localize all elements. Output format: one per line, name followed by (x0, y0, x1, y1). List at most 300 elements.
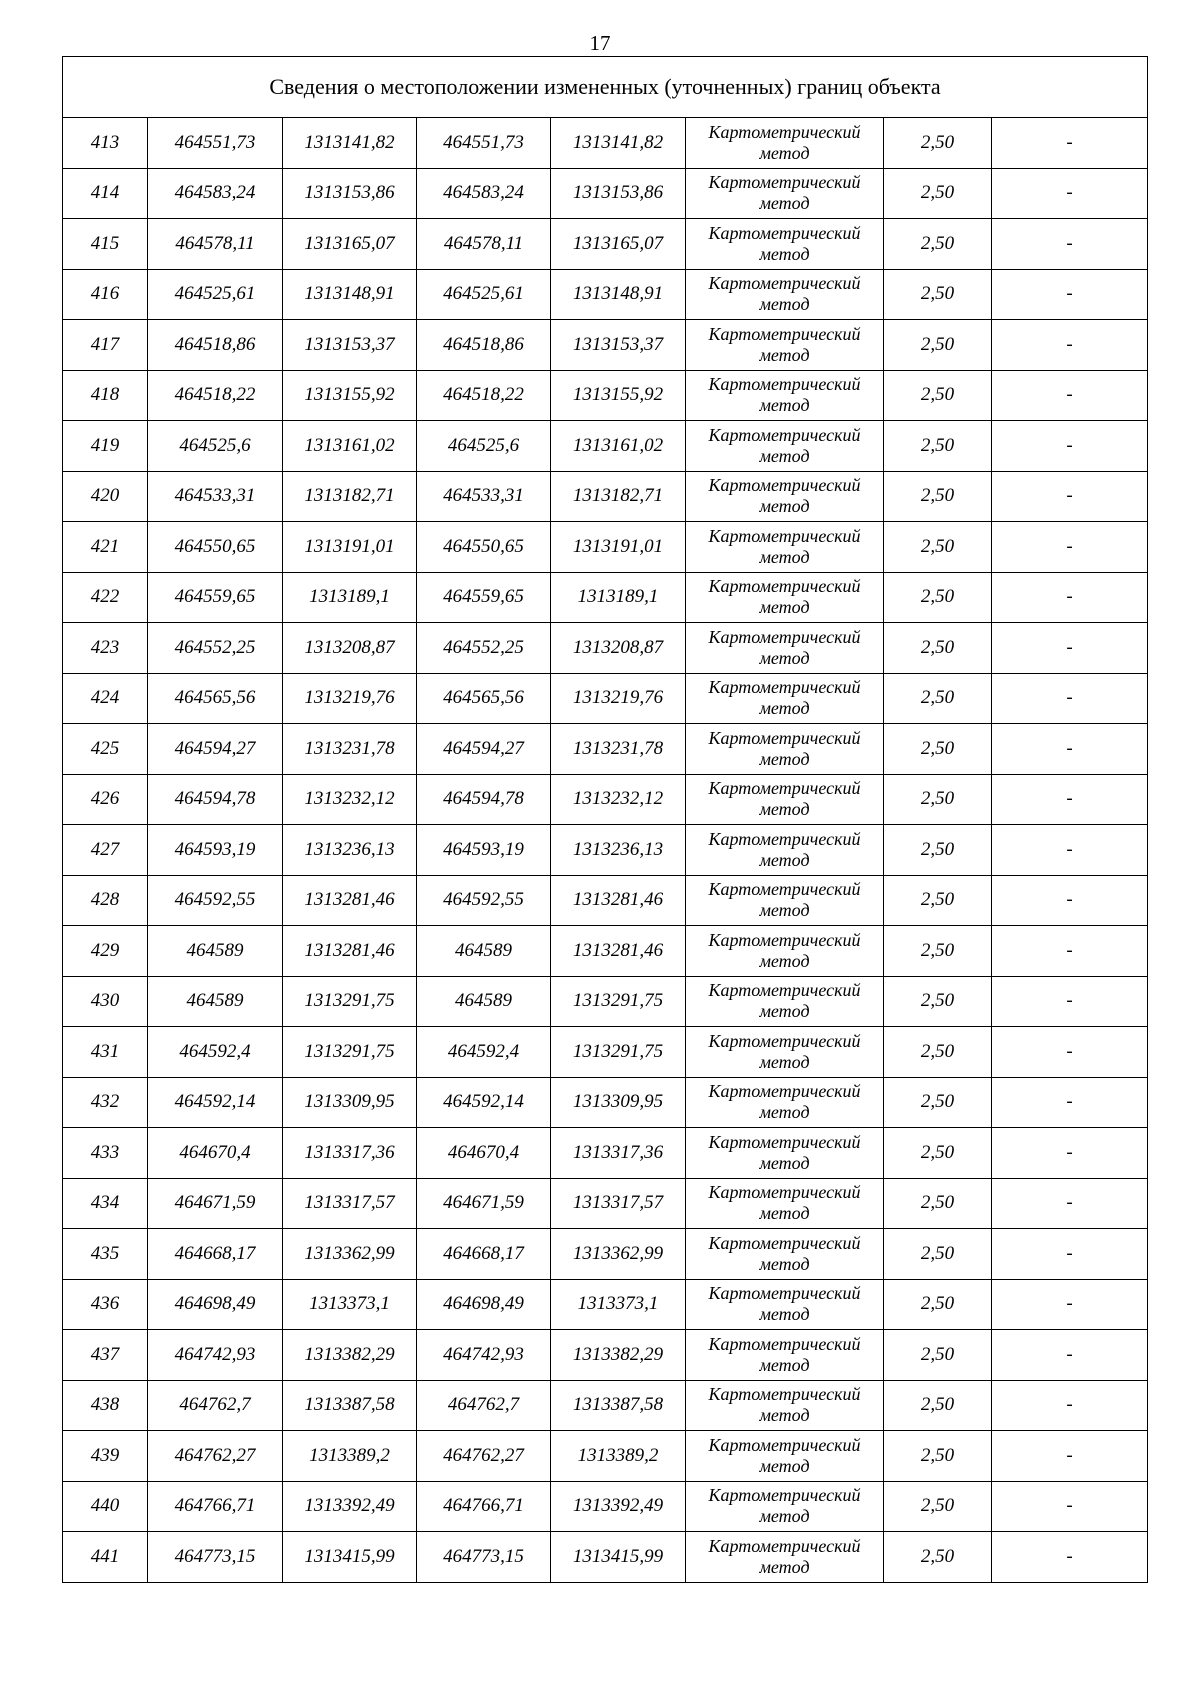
accuracy-cell: 2,50 (884, 118, 992, 169)
refined-y-cell: 1313362,99 (551, 1229, 686, 1280)
existing-y-cell: 1313141,82 (283, 118, 417, 169)
method-cell (686, 118, 884, 169)
method-line-2: метод (759, 1506, 810, 1527)
note-cell: - (992, 471, 1148, 522)
method-cell (686, 1178, 884, 1229)
existing-x-cell: 464518,22 (148, 370, 283, 421)
refined-x-cell: 464592,4 (417, 1027, 551, 1078)
method-line-1: Картометрический (708, 1030, 861, 1051)
accuracy-cell: 2,50 (884, 1128, 992, 1179)
method-line-1: Картометрический (708, 323, 861, 344)
point-number-cell: 423 (63, 623, 148, 674)
existing-y-cell: 1313373,1 (283, 1279, 417, 1330)
method-cell (686, 219, 884, 270)
note-cell: - (992, 1027, 1148, 1078)
refined-x-cell: 464551,73 (417, 118, 551, 169)
accuracy-cell: 2,50 (884, 320, 992, 371)
note-cell: - (992, 1229, 1148, 1280)
method-line-1: Картометрический (708, 1434, 861, 1455)
method-line-1: Картометрический (708, 1535, 861, 1556)
note-cell: - (992, 1178, 1148, 1229)
refined-x-cell: 464592,14 (417, 1077, 551, 1128)
existing-y-cell: 1313281,46 (283, 926, 417, 977)
note-cell: - (992, 724, 1148, 775)
method-line-2: метод (759, 395, 810, 416)
method-cell (686, 1532, 884, 1583)
refined-x-cell: 464594,78 (417, 774, 551, 825)
point-number-cell: 421 (63, 522, 148, 573)
refined-x-cell: 464583,24 (417, 168, 551, 219)
refined-x-cell: 464518,22 (417, 370, 551, 421)
note-cell: - (992, 219, 1148, 270)
refined-x-cell: 464594,27 (417, 724, 551, 775)
existing-y-cell: 1313291,75 (283, 976, 417, 1027)
method-line-1: Картометрический (708, 1131, 861, 1152)
accuracy-cell: 2,50 (884, 774, 992, 825)
note-cell: - (992, 623, 1148, 674)
refined-y-cell: 1313189,1 (551, 572, 686, 623)
existing-x-cell: 464593,19 (148, 825, 283, 876)
refined-x-cell: 464762,7 (417, 1380, 551, 1431)
note-cell: - (992, 825, 1148, 876)
accuracy-cell: 2,50 (884, 421, 992, 472)
note-cell: - (992, 774, 1148, 825)
existing-y-cell: 1313182,71 (283, 471, 417, 522)
refined-y-cell: 1313281,46 (551, 875, 686, 926)
accuracy-cell: 2,50 (884, 522, 992, 573)
method-line-2: метод (759, 849, 810, 870)
point-number-cell: 415 (63, 219, 148, 270)
refined-x-cell: 464668,17 (417, 1229, 551, 1280)
accuracy-cell: 2,50 (884, 1229, 992, 1280)
point-number-cell: 420 (63, 471, 148, 522)
existing-x-cell: 464742,93 (148, 1330, 283, 1381)
accuracy-cell: 2,50 (884, 875, 992, 926)
accuracy-cell: 2,50 (884, 825, 992, 876)
method-cell (686, 269, 884, 320)
table-row (63, 168, 1148, 219)
accuracy-cell: 2,50 (884, 673, 992, 724)
method-cell (686, 1128, 884, 1179)
table-row (63, 724, 1148, 775)
table-row (63, 471, 1148, 522)
accuracy-cell: 2,50 (884, 1027, 992, 1078)
method-line-1: Картометрический (708, 677, 861, 698)
point-number-cell: 441 (63, 1532, 148, 1583)
accuracy-cell: 2,50 (884, 471, 992, 522)
method-line-1: Картометрический (708, 475, 861, 496)
method-cell (686, 1229, 884, 1280)
method-line-1: Картометрический (708, 172, 861, 193)
method-line-1: Картометрический (708, 879, 861, 900)
table-row (63, 1481, 1148, 1532)
existing-x-cell: 464552,25 (148, 623, 283, 674)
refined-y-cell: 1313161,02 (551, 421, 686, 472)
point-number-cell: 413 (63, 118, 148, 169)
accuracy-cell: 2,50 (884, 1279, 992, 1330)
method-line-2: метод (759, 597, 810, 618)
method-line-2: метод (759, 243, 810, 264)
table-row (63, 1532, 1148, 1583)
method-line-1: Картометрический (708, 273, 861, 294)
table-row (63, 320, 1148, 371)
method-cell (686, 673, 884, 724)
method-cell (686, 875, 884, 926)
method-line-1: Картометрический (708, 778, 861, 799)
existing-x-cell: 464589 (148, 976, 283, 1027)
refined-x-cell: 464766,71 (417, 1481, 551, 1532)
method-line-1: Картометрический (708, 1384, 861, 1405)
refined-x-cell: 464698,49 (417, 1279, 551, 1330)
existing-y-cell: 1313153,86 (283, 168, 417, 219)
method-line-2: метод (759, 1405, 810, 1426)
existing-x-cell: 464592,14 (148, 1077, 283, 1128)
note-cell: - (992, 269, 1148, 320)
table-row (63, 875, 1148, 926)
existing-y-cell: 1313236,13 (283, 825, 417, 876)
refined-y-cell: 1313392,49 (551, 1481, 686, 1532)
accuracy-cell: 2,50 (884, 370, 992, 421)
refined-x-cell: 464565,56 (417, 673, 551, 724)
existing-x-cell: 464762,27 (148, 1431, 283, 1482)
note-cell: - (992, 572, 1148, 623)
accuracy-cell: 2,50 (884, 926, 992, 977)
method-line-1: Картометрический (708, 626, 861, 647)
existing-x-cell: 464578,11 (148, 219, 283, 270)
refined-y-cell: 1313219,76 (551, 673, 686, 724)
page-number: 17 (589, 31, 611, 55)
refined-x-cell: 464773,15 (417, 1532, 551, 1583)
refined-x-cell: 464533,31 (417, 471, 551, 522)
refined-y-cell: 1313291,75 (551, 1027, 686, 1078)
method-cell (686, 1380, 884, 1431)
existing-x-cell: 464766,71 (148, 1481, 283, 1532)
method-line-1: Картометрический (708, 121, 861, 142)
method-cell (686, 1279, 884, 1330)
accuracy-cell: 2,50 (884, 1077, 992, 1128)
refined-y-cell: 1313317,36 (551, 1128, 686, 1179)
method-line-1: Картометрический (708, 424, 861, 445)
refined-y-cell: 1313232,12 (551, 774, 686, 825)
table-row (63, 219, 1148, 270)
note-cell: - (992, 370, 1148, 421)
point-number-cell: 414 (63, 168, 148, 219)
refined-x-cell: 464671,59 (417, 1178, 551, 1229)
table-row (63, 1380, 1148, 1431)
method-line-2: метод (759, 1152, 810, 1173)
table-row (63, 926, 1148, 977)
table-row (63, 1128, 1148, 1179)
method-line-2: метод (759, 1253, 810, 1274)
method-line-1: Картометрический (708, 1232, 861, 1253)
refined-y-cell: 1313309,95 (551, 1077, 686, 1128)
accuracy-cell: 2,50 (884, 724, 992, 775)
method-line-2: метод (759, 1001, 810, 1022)
point-number-cell: 425 (63, 724, 148, 775)
method-line-2: метод (759, 193, 810, 214)
table-row (63, 673, 1148, 724)
table-row (63, 1279, 1148, 1330)
method-line-1: Картометрический (708, 1081, 861, 1102)
existing-x-cell: 464594,78 (148, 774, 283, 825)
table-body (63, 57, 1148, 1583)
existing-y-cell: 1313155,92 (283, 370, 417, 421)
existing-y-cell: 1313231,78 (283, 724, 417, 775)
method-line-2: метод (759, 142, 810, 163)
existing-y-cell: 1313387,58 (283, 1380, 417, 1431)
point-number-cell: 437 (63, 1330, 148, 1381)
method-line-2: метод (759, 799, 810, 820)
note-cell: - (992, 1532, 1148, 1583)
table-row (63, 1077, 1148, 1128)
existing-x-cell: 464518,86 (148, 320, 283, 371)
refined-y-cell: 1313291,75 (551, 976, 686, 1027)
point-number-cell: 440 (63, 1481, 148, 1532)
method-line-2: метод (759, 294, 810, 315)
table-row (63, 825, 1148, 876)
note-cell: - (992, 118, 1148, 169)
method-cell (686, 421, 884, 472)
note-cell: - (992, 926, 1148, 977)
existing-y-cell: 1313161,02 (283, 421, 417, 472)
method-line-1: Картометрический (708, 828, 861, 849)
refined-x-cell: 464578,11 (417, 219, 551, 270)
existing-y-cell: 1313291,75 (283, 1027, 417, 1078)
method-line-2: метод (759, 647, 810, 668)
existing-y-cell: 1313232,12 (283, 774, 417, 825)
method-line-1: Картометрический (708, 374, 861, 395)
existing-x-cell: 464525,6 (148, 421, 283, 472)
refined-y-cell: 1313141,82 (551, 118, 686, 169)
existing-y-cell: 1313362,99 (283, 1229, 417, 1280)
method-cell (686, 522, 884, 573)
table-row (63, 1431, 1148, 1482)
existing-y-cell: 1313148,91 (283, 269, 417, 320)
table-row (63, 1027, 1148, 1078)
table-row (63, 421, 1148, 472)
refined-y-cell: 1313382,29 (551, 1330, 686, 1381)
method-line-2: метод (759, 1455, 810, 1476)
refined-y-cell: 1313387,58 (551, 1380, 686, 1431)
method-line-1: Картометрический (708, 929, 861, 950)
point-number-cell: 418 (63, 370, 148, 421)
table-row (63, 572, 1148, 623)
table-title-row (63, 57, 1148, 118)
point-number-cell: 439 (63, 1431, 148, 1482)
existing-y-cell: 1313191,01 (283, 522, 417, 573)
existing-y-cell: 1313208,87 (283, 623, 417, 674)
note-cell: - (992, 1330, 1148, 1381)
method-line-2: метод (759, 1102, 810, 1123)
method-line-2: метод (759, 1203, 810, 1224)
refined-x-cell: 464670,4 (417, 1128, 551, 1179)
table-row (63, 118, 1148, 169)
refined-y-cell: 1313153,86 (551, 168, 686, 219)
accuracy-cell: 2,50 (884, 1431, 992, 1482)
method-cell (686, 724, 884, 775)
point-number-cell: 438 (63, 1380, 148, 1431)
method-line-1: Картометрический (708, 1485, 861, 1506)
point-number-cell: 417 (63, 320, 148, 371)
note-cell: - (992, 1128, 1148, 1179)
method-cell (686, 825, 884, 876)
accuracy-cell: 2,50 (884, 623, 992, 674)
point-number-cell: 428 (63, 875, 148, 926)
existing-x-cell: 464698,49 (148, 1279, 283, 1330)
refined-y-cell: 1313389,2 (551, 1431, 686, 1482)
method-line-2: метод (759, 496, 810, 517)
refined-x-cell: 464525,6 (417, 421, 551, 472)
point-number-cell: 432 (63, 1077, 148, 1128)
refined-x-cell: 464525,61 (417, 269, 551, 320)
refined-y-cell: 1313373,1 (551, 1279, 686, 1330)
existing-x-cell: 464525,61 (148, 269, 283, 320)
existing-x-cell: 464583,24 (148, 168, 283, 219)
note-cell: - (992, 976, 1148, 1027)
accuracy-cell: 2,50 (884, 168, 992, 219)
accuracy-cell: 2,50 (884, 976, 992, 1027)
method-line-1: Картометрический (708, 222, 861, 243)
point-number-cell: 429 (63, 926, 148, 977)
refined-x-cell: 464593,19 (417, 825, 551, 876)
method-cell (686, 1077, 884, 1128)
method-cell (686, 926, 884, 977)
existing-x-cell: 464592,4 (148, 1027, 283, 1078)
method-line-2: метод (759, 445, 810, 466)
table-row (63, 774, 1148, 825)
refined-x-cell: 464742,93 (417, 1330, 551, 1381)
point-number-cell: 416 (63, 269, 148, 320)
method-line-2: метод (759, 950, 810, 971)
note-cell: - (992, 1077, 1148, 1128)
method-line-2: метод (759, 748, 810, 769)
existing-x-cell: 464559,65 (148, 572, 283, 623)
point-number-cell: 433 (63, 1128, 148, 1179)
accuracy-cell: 2,50 (884, 1380, 992, 1431)
note-cell: - (992, 1380, 1148, 1431)
existing-x-cell: 464670,4 (148, 1128, 283, 1179)
existing-y-cell: 1313309,95 (283, 1077, 417, 1128)
table-row (63, 522, 1148, 573)
method-line-1: Картометрический (708, 1333, 861, 1354)
method-cell (686, 1027, 884, 1078)
existing-x-cell: 464551,73 (148, 118, 283, 169)
accuracy-cell: 2,50 (884, 269, 992, 320)
refined-y-cell: 1313231,78 (551, 724, 686, 775)
existing-y-cell: 1313382,29 (283, 1330, 417, 1381)
accuracy-cell: 2,50 (884, 219, 992, 270)
existing-y-cell: 1313317,36 (283, 1128, 417, 1179)
table-row (63, 1178, 1148, 1229)
method-line-2: метод (759, 1354, 810, 1375)
existing-y-cell: 1313281,46 (283, 875, 417, 926)
refined-y-cell: 1313165,07 (551, 219, 686, 270)
existing-y-cell: 1313189,1 (283, 572, 417, 623)
table-row (63, 269, 1148, 320)
refined-y-cell: 1313208,87 (551, 623, 686, 674)
refined-y-cell: 1313182,71 (551, 471, 686, 522)
refined-y-cell: 1313236,13 (551, 825, 686, 876)
method-cell (686, 774, 884, 825)
coordinates-table (62, 56, 1148, 1583)
method-line-2: метод (759, 546, 810, 567)
point-number-cell: 430 (63, 976, 148, 1027)
method-line-1: Картометрический (708, 980, 861, 1001)
method-line-2: метод (759, 1556, 810, 1577)
method-line-1: Картометрический (708, 727, 861, 748)
table-row (63, 623, 1148, 674)
point-number-cell: 422 (63, 572, 148, 623)
method-cell (686, 320, 884, 371)
method-cell (686, 1330, 884, 1381)
accuracy-cell: 2,50 (884, 1532, 992, 1583)
table-row (63, 1229, 1148, 1280)
point-number-cell: 426 (63, 774, 148, 825)
refined-x-cell: 464552,25 (417, 623, 551, 674)
existing-x-cell: 464671,59 (148, 1178, 283, 1229)
note-cell: - (992, 1481, 1148, 1532)
existing-x-cell: 464550,65 (148, 522, 283, 573)
table-row (63, 976, 1148, 1027)
point-number-cell: 419 (63, 421, 148, 472)
refined-x-cell: 464518,86 (417, 320, 551, 371)
refined-y-cell: 1313281,46 (551, 926, 686, 977)
point-number-cell: 435 (63, 1229, 148, 1280)
method-line-1: Картометрический (708, 576, 861, 597)
refined-y-cell: 1313415,99 (551, 1532, 686, 1583)
accuracy-cell: 2,50 (884, 1330, 992, 1381)
existing-x-cell: 464565,56 (148, 673, 283, 724)
point-number-cell: 434 (63, 1178, 148, 1229)
refined-x-cell: 464559,65 (417, 572, 551, 623)
existing-x-cell: 464668,17 (148, 1229, 283, 1280)
existing-y-cell: 1313392,49 (283, 1481, 417, 1532)
note-cell: - (992, 1279, 1148, 1330)
method-line-1: Картометрический (708, 1182, 861, 1203)
method-cell (686, 168, 884, 219)
refined-x-cell: 464550,65 (417, 522, 551, 573)
point-number-cell: 431 (63, 1027, 148, 1078)
refined-y-cell: 1313148,91 (551, 269, 686, 320)
method-cell (686, 623, 884, 674)
method-line-2: метод (759, 1051, 810, 1072)
accuracy-cell: 2,50 (884, 1481, 992, 1532)
accuracy-cell: 2,50 (884, 572, 992, 623)
existing-y-cell: 1313165,07 (283, 219, 417, 270)
existing-x-cell: 464533,31 (148, 471, 283, 522)
existing-x-cell: 464762,7 (148, 1380, 283, 1431)
note-cell: - (992, 320, 1148, 371)
refined-y-cell: 1313317,57 (551, 1178, 686, 1229)
existing-x-cell: 464773,15 (148, 1532, 283, 1583)
table-title: Сведения о местоположении измененных (уточненных) границ объекта (63, 57, 1148, 118)
refined-x-cell: 464592,55 (417, 875, 551, 926)
point-number-cell: 424 (63, 673, 148, 724)
method-cell (686, 370, 884, 421)
accuracy-cell: 2,50 (884, 1178, 992, 1229)
note-cell: - (992, 421, 1148, 472)
method-line-1: Картометрический (708, 1283, 861, 1304)
existing-y-cell: 1313153,37 (283, 320, 417, 371)
method-cell (686, 471, 884, 522)
existing-y-cell: 1313389,2 (283, 1431, 417, 1482)
existing-y-cell: 1313317,57 (283, 1178, 417, 1229)
note-cell: - (992, 168, 1148, 219)
method-line-1: Картометрический (708, 525, 861, 546)
refined-y-cell: 1313191,01 (551, 522, 686, 573)
method-line-2: метод (759, 900, 810, 921)
existing-x-cell: 464592,55 (148, 875, 283, 926)
